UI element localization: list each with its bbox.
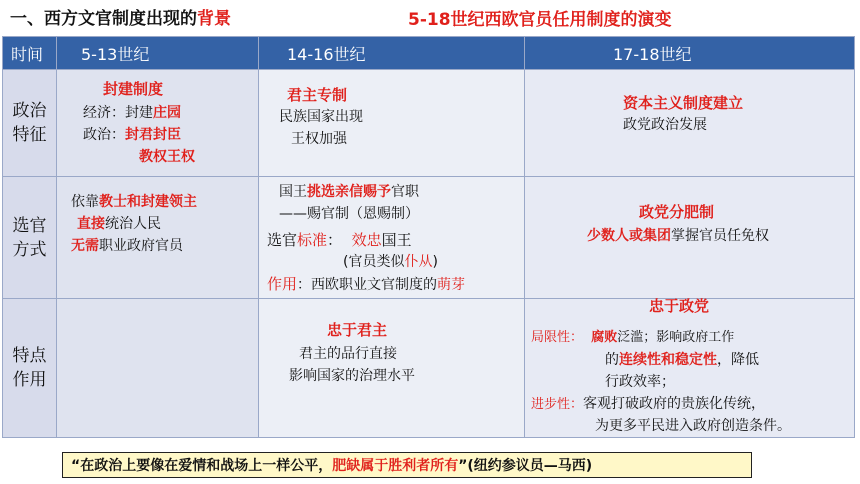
- row-label-selection: [3, 177, 57, 299]
- cell-line: 进步性：客观打破政府的贵族化传统，: [531, 396, 766, 412]
- header-row: [3, 37, 855, 70]
- cell-line: 直接统治人民: [77, 216, 161, 232]
- slide-header: [0, 0, 860, 36]
- evolution-table: [2, 36, 855, 438]
- row-label-politics: [3, 70, 57, 177]
- quote-box: [62, 452, 752, 478]
- cell-line: 政党政治发展: [623, 117, 707, 133]
- column-header-14-16: 14-16世纪: [259, 37, 525, 70]
- cell-line: 国王挑选亲信赐予官职: [279, 184, 419, 200]
- table-row-features: [3, 299, 855, 438]
- row-label-text: 选官 方式: [12, 215, 47, 260]
- cell-line: 王权加强: [291, 131, 347, 147]
- cell-politics-17-18: [525, 70, 855, 177]
- cell-title: 政党分肥制: [639, 203, 715, 221]
- section-heading-prefix: 一、西方文官制度出现的: [10, 9, 197, 29]
- table-row-selection: [3, 177, 855, 299]
- column-header-5-13: 5-13世纪: [57, 37, 259, 70]
- cell-title: 资本主义制度建立: [623, 94, 744, 112]
- cell-line: 局限性： 腐败泛滥；影响政府工作: [531, 330, 735, 345]
- cell-politics-5-13: [57, 70, 259, 177]
- section-heading-highlight: 背景: [197, 9, 231, 29]
- cell-line: ——赐官制（恩赐制）: [279, 206, 419, 222]
- cell-line: 选官标准： 效忠国王: [267, 231, 412, 249]
- cell-line: 君主的品行直接: [299, 346, 397, 362]
- cell-line: 影响国家的治理水平: [289, 368, 415, 384]
- cell-selection-5-13: [57, 177, 259, 299]
- quote-part: “在政治上要像在爱情和战场上一样公平，: [71, 458, 333, 474]
- cell-line: 少数人或集团掌握官员任免权: [587, 228, 769, 244]
- cell-title: 封建制度: [103, 80, 164, 98]
- cell-selection-14-16: [259, 177, 525, 299]
- cell-features-5-13: [57, 299, 259, 438]
- cell-title: 君主专制: [287, 86, 348, 104]
- cell-line: 民族国家出现: [279, 109, 363, 125]
- cell-title: 忠于政党: [649, 297, 710, 315]
- cell-line: 作用：西欧职业文官制度的萌芽: [267, 275, 466, 293]
- slide-title: 5-18世纪西欧官员任用制度的演变: [408, 10, 672, 30]
- cell-politics-14-16: [259, 70, 525, 177]
- cell-features-17-18: [525, 299, 855, 438]
- section-heading: [10, 4, 231, 29]
- cell-line: (官员类似仆从): [343, 254, 438, 270]
- cell-line: 为更多平民进入政府创造条件。: [595, 418, 791, 434]
- quote-part: ”(纽约参议员—马西): [458, 458, 593, 474]
- cell-line: 的连续性和稳定性，降低: [605, 352, 759, 368]
- table-row-politics: [3, 70, 855, 177]
- cell-features-14-16: [259, 299, 525, 438]
- row-label-features: [3, 299, 57, 438]
- column-header-17-18: 17-18世纪: [525, 37, 855, 70]
- cell-line: 行政效率；: [605, 374, 675, 390]
- cell-line: 经济：封建庄园: [83, 105, 181, 121]
- row-label-text: 特点 作用: [12, 346, 47, 390]
- row-label-text: 政治 特征: [12, 101, 47, 145]
- column-header-time: 时间: [3, 37, 57, 70]
- cell-selection-17-18: [525, 177, 855, 299]
- cell-line: 教权王权: [139, 149, 195, 165]
- cell-title: 忠于君主: [327, 321, 388, 339]
- cell-line: 无需职业政府官员: [71, 238, 183, 254]
- cell-line: 依靠教士和封建领主: [71, 194, 197, 210]
- quote-highlight: 肥缺属于胜利者所有: [332, 458, 459, 474]
- cell-line: 政治：封君封臣: [83, 127, 181, 143]
